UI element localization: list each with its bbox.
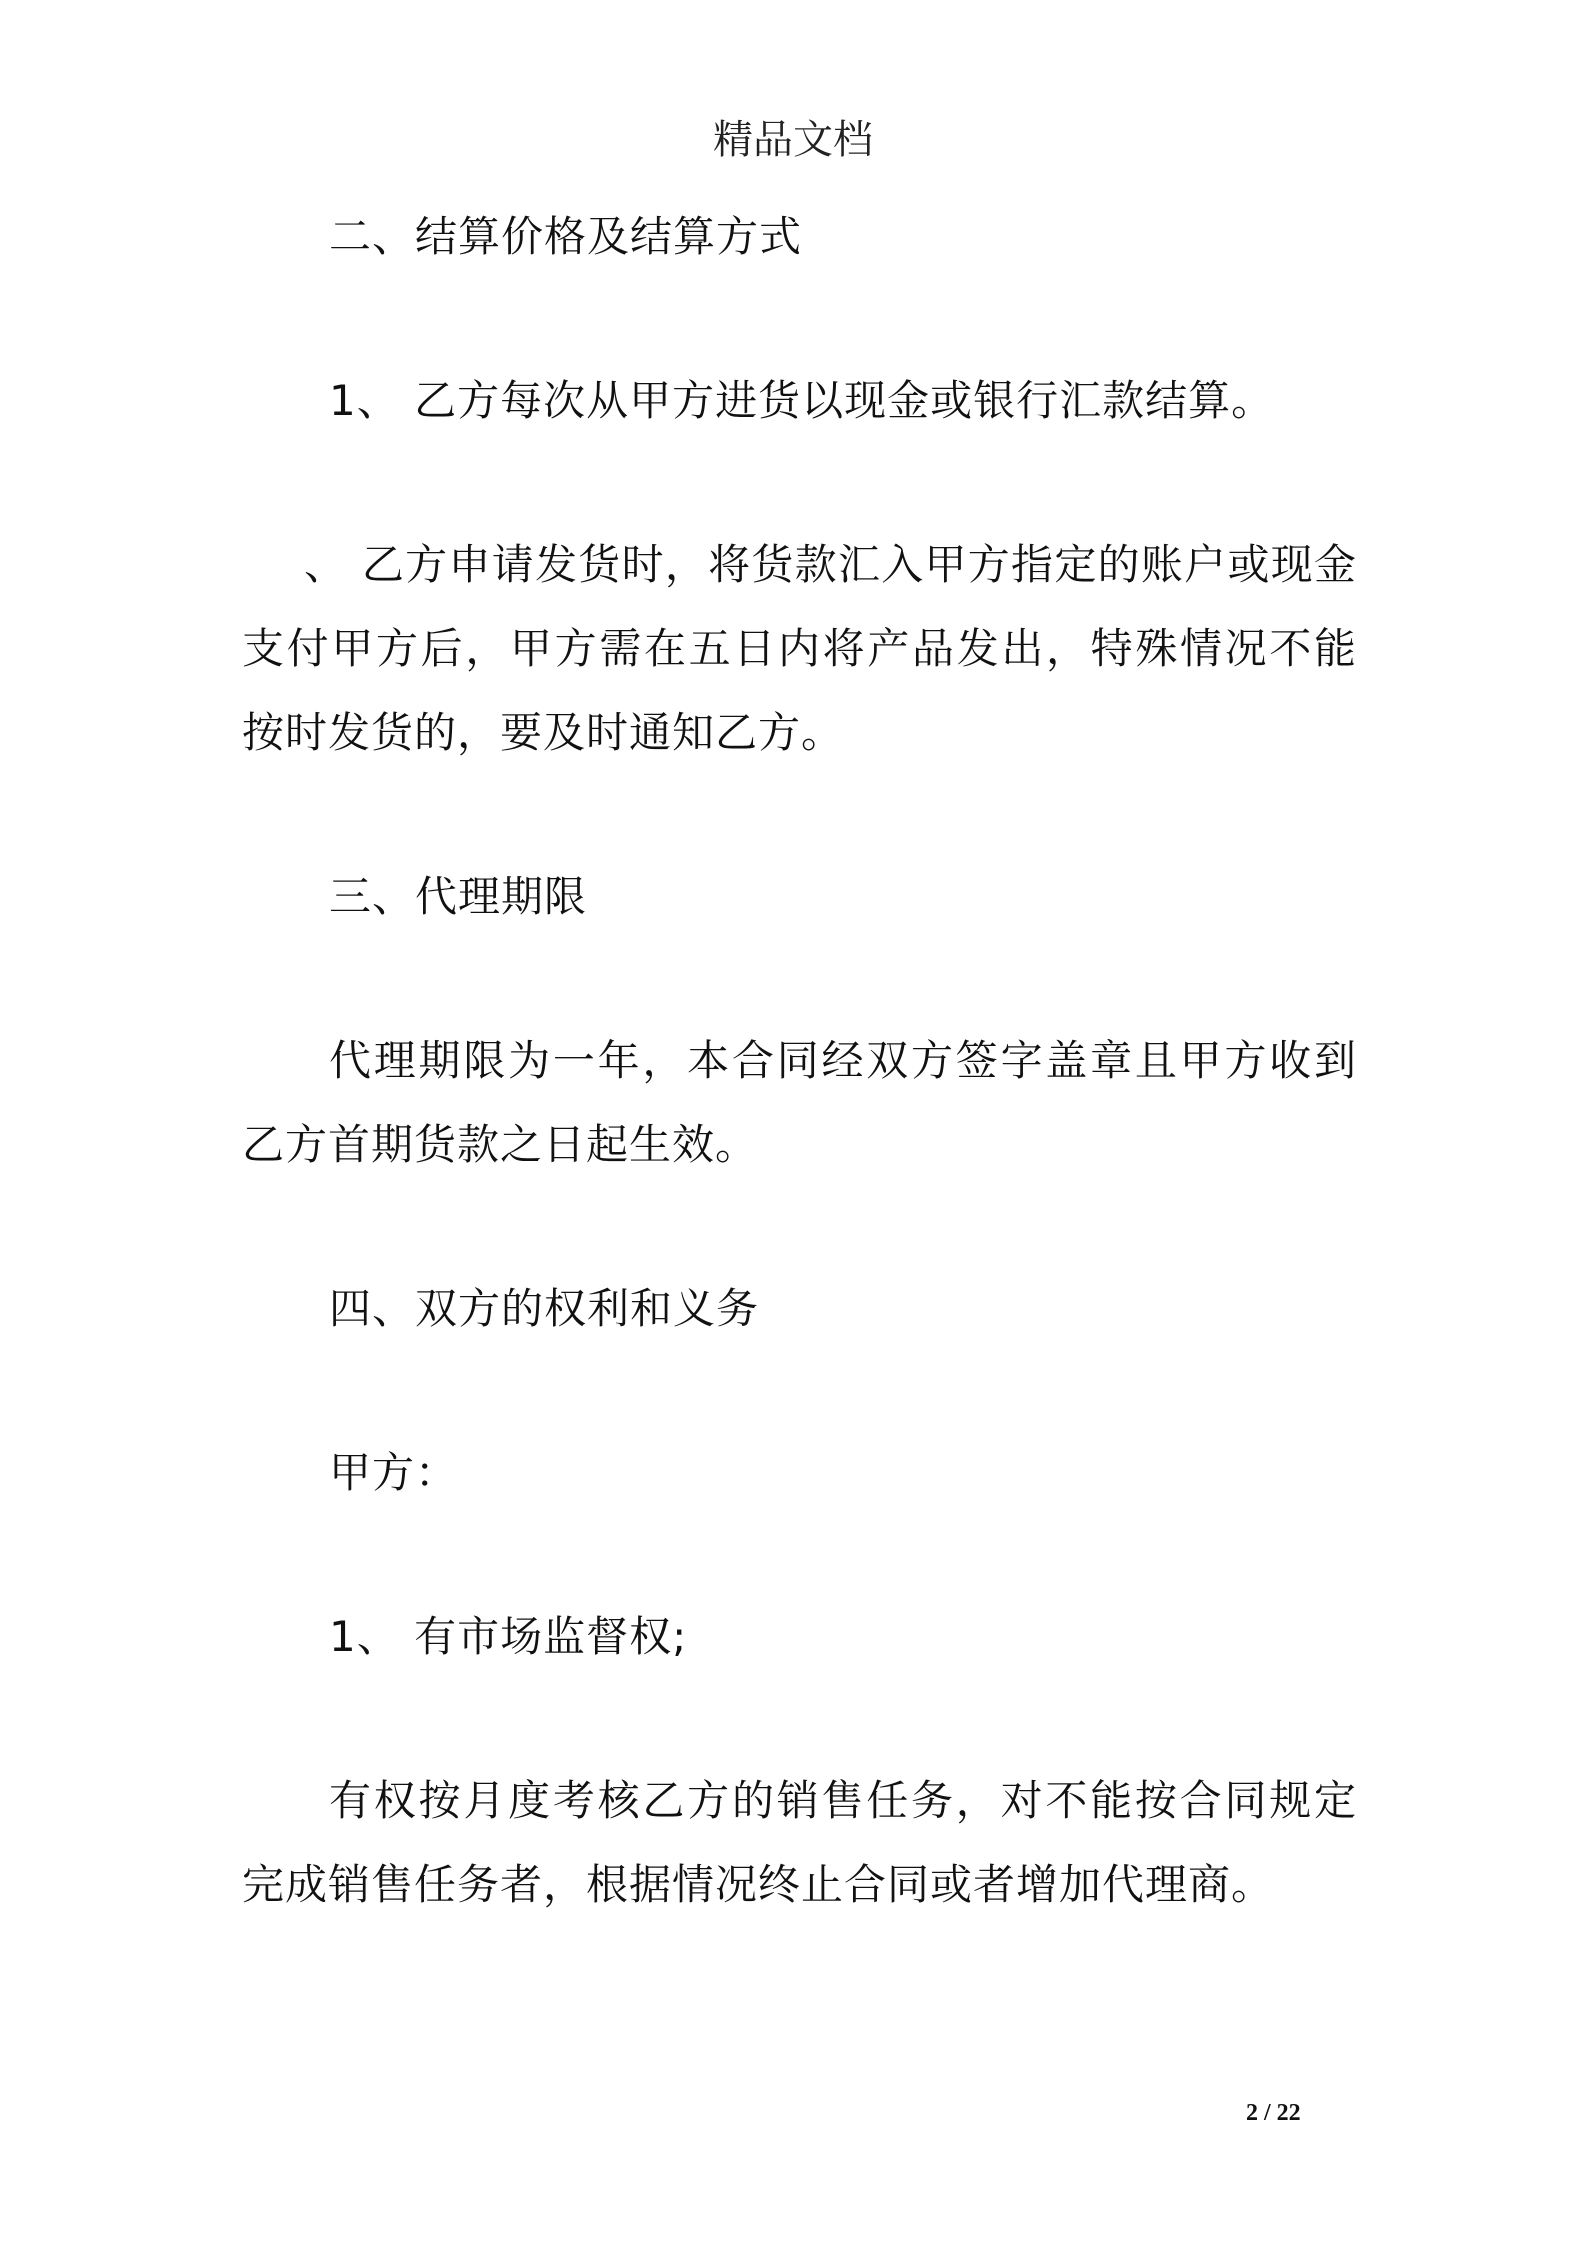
section-heading-settlement: 二、结算价格及结算方式	[329, 212, 803, 261]
page-header-title: 精品文档	[713, 117, 873, 163]
party-a-item-1: 1、 有市场监督权;	[329, 1612, 688, 1661]
clause-item-2: 、 乙方申请发货时，将货款汇入甲方指定的账户或现金支付甲方后，甲方需在五日内将产品发出，特殊情况不能按时发货的，要及时通知乙方。	[242, 540, 1357, 757]
party-a-paragraph: 有权按月度考核乙方的销售任务，对不能按合同规定完成销售任务者，根据情况终止合同或者增加代理商。	[242, 1776, 1357, 1909]
party-a-label: 甲方：	[329, 1448, 459, 1497]
page-number: 2 / 22	[1246, 2100, 1301, 2126]
document-body	[242, 195, 1357, 1927]
term-paragraph: 代理期限为一年，本合同经双方签字盖章且甲方收到乙方首期货款之日起生效。	[242, 1036, 1357, 1169]
clause-item-1: 1、 乙方每次从甲方进货以现金或银行汇款结算。	[329, 376, 1275, 425]
section-heading-term: 三、代理期限	[329, 872, 588, 921]
section-heading-rights: 四、双方的权利和义务	[329, 1284, 760, 1333]
